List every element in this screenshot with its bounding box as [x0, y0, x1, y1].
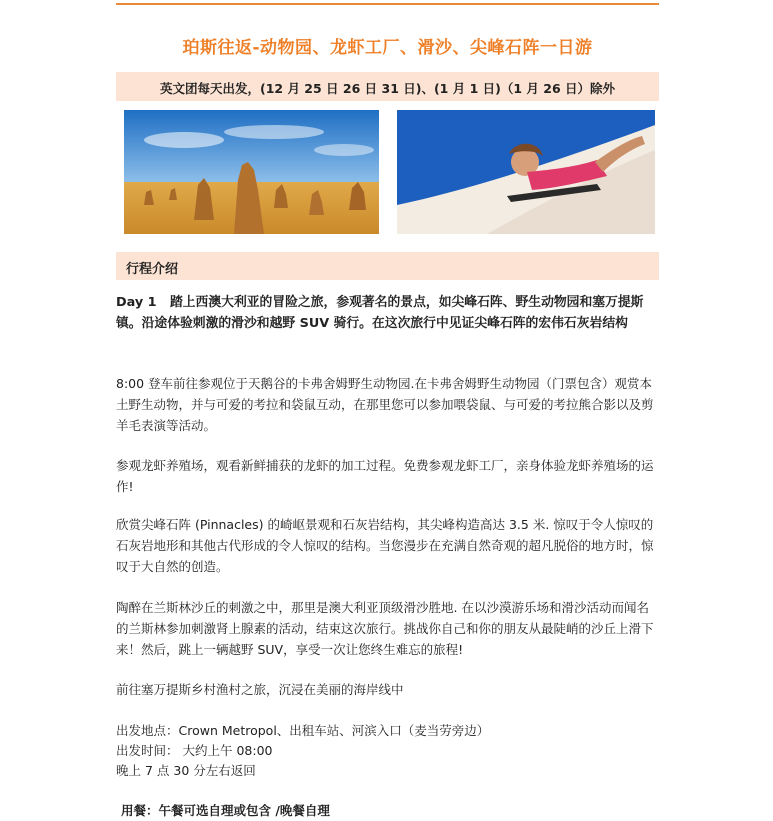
- lobster-paragraph: 参观龙虾养殖场，观看新鲜捕获的龙虾的加工过程。免费参观龙虾工厂，亲身体验龙虾养殖场的运作!: [116, 458, 654, 494]
- page-title: 珀斯往返-动物园、龙虾工厂、滑沙、尖峰石阵一日游: [182, 38, 593, 58]
- day-summary-text: 踏上西澳大利亚的冒险之旅，参观著名的景点，如尖峰石阵、野生动物园和塞万提斯镇。沿途体验刺激的滑沙和越野 SUV 骑行。在这次旅行中见证尖峰石阵的宏伟石灰岩结构: [116, 295, 644, 331]
- itinerary-section-header: [116, 252, 659, 280]
- meal-info: 用餐：午餐可选自理或包含 /晚餐自理: [121, 803, 330, 818]
- sandboarding-photo: [397, 110, 655, 234]
- pinnacles-photo: [124, 110, 379, 234]
- departure-time: 出发时间： 大约上午 08:00: [116, 743, 273, 758]
- departure-note: 英文团每天出发，(12 月 25 日 26 日 31 日)、(1 月 1 日)（1 月 26 日）除外: [160, 81, 615, 96]
- top-divider: [116, 3, 659, 5]
- cervantes-paragraph: 前往塞万提斯乡村渔村之旅，沉浸在美丽的海岸线中: [116, 682, 404, 697]
- departure-place: 出发地点：Crown Metropol、出租车站、河滨入口（麦当劳旁边）: [116, 723, 490, 738]
- zoo-paragraph: 8:00 登车前往参观位于天鹅谷的卡弗舍姆野生动物园.在卡弗舍姆野生动物园（门票包含）观赏本土野生动物，并与可爱的考拉和袋鼠互动，在那里您可以参加喂袋鼠、与可爱的考拉熊合影以及剪羊毛表演等活动。: [116, 376, 654, 433]
- day-summary: [116, 292, 661, 334]
- return-time: 晚上 7 点 30 分左右返回: [116, 763, 256, 778]
- day-label: Day 1: [116, 295, 157, 310]
- departure-banner: [116, 72, 659, 101]
- sand-dunes-paragraph: 陶醉在兰斯林沙丘的刺激之中，那里是澳大利亚顶级滑沙胜地. 在以沙漠游乐场和滑沙活动而闻名的兰斯林参加刺激肾上腺素的活动，结束这次旅行。挑战你自己和你的朋友从最陡峭的沙丘上滑下来！然后，跳上一辆越野 SUV，享受一次让您终生难忘的旅程!: [116, 600, 654, 657]
- pinnacles-paragraph: 欣赏尖峰石阵 (Pinnacles) 的崎岖景观和石灰岩结构，其尖峰构造高达 3.5 米. 惊叹于令人惊叹的石灰岩地形和其他古代形成的令人惊叹的结构。当您漫步在充满自然奇观的超凡脱俗的地方时，惊叹于大自然的创造。: [116, 517, 654, 574]
- section-heading: 行程介绍: [126, 262, 179, 277]
